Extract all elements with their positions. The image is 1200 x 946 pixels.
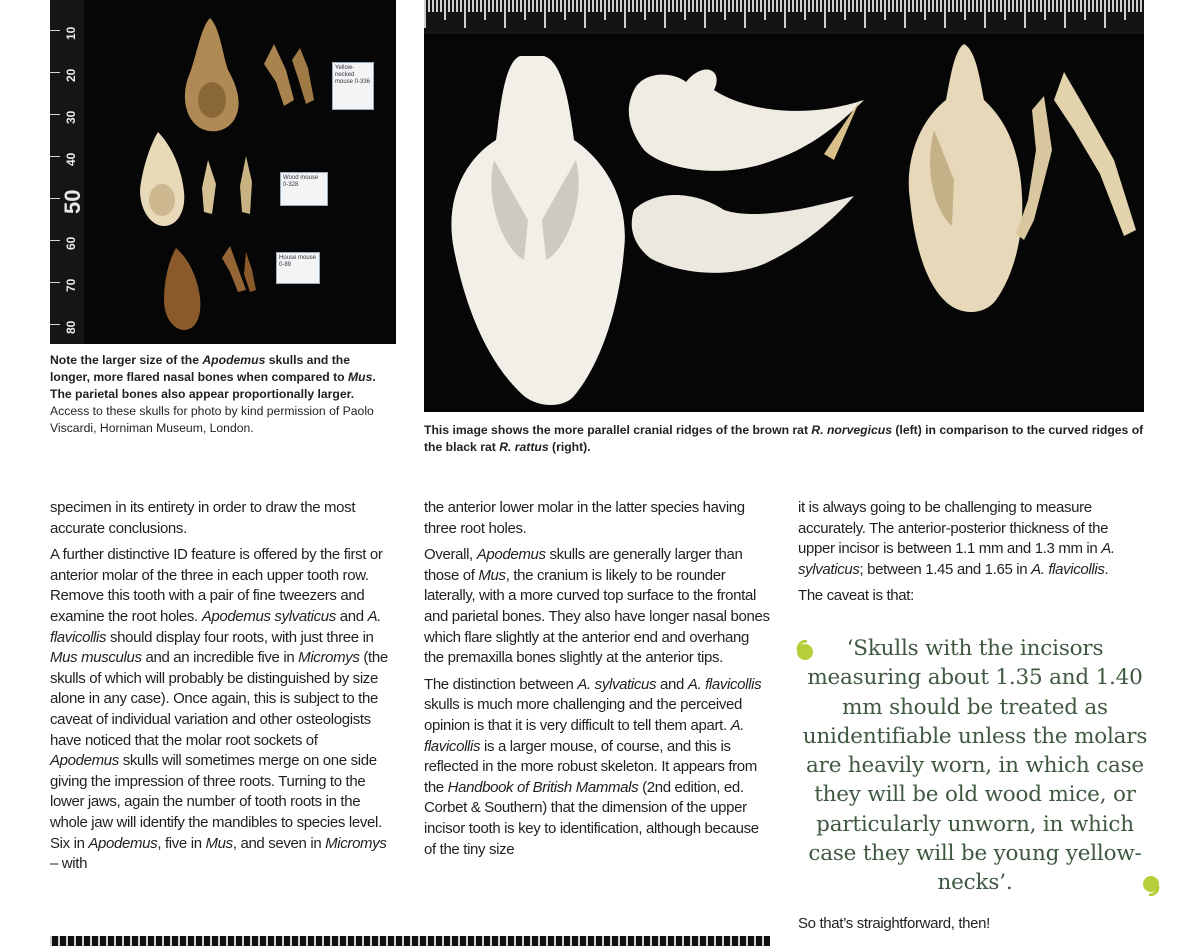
ruler-tick <box>674 936 676 946</box>
paragraph: it is always going to be challenging to measure accurately. The anterior-posterior thickness of the upper incisor is between 1.1 mm and 1.3 mm in A. sylvaticus; between 1.45 and 1.65 in A. flavicollis. <box>798 499 1115 578</box>
bottom-ruler <box>50 936 770 946</box>
ruler-tick <box>66 936 68 946</box>
ruler-tick <box>290 936 292 946</box>
ruler-tick <box>386 936 388 946</box>
ruler-tick <box>258 936 260 946</box>
caption-italic: R. norvegicus <box>811 423 892 437</box>
ruler-tick <box>202 936 204 946</box>
ruler-tick <box>346 936 348 946</box>
ruler-tick <box>610 936 612 946</box>
ruler-tick <box>626 936 628 946</box>
specimen-label-card: Wood mouse 0-328 <box>280 172 328 206</box>
specimen-label-card: House mouse 0-89 <box>276 252 320 284</box>
ruler-tick <box>602 936 604 946</box>
caption-credit: Access to these skulls for photo by kind permission of Paolo Viscardi, Horniman Museum, London. <box>50 404 374 435</box>
ruler-tick <box>266 936 268 946</box>
ruler-tick <box>274 936 276 946</box>
mouse-skulls-photo <box>50 0 396 344</box>
ruler-tick <box>314 936 316 946</box>
ruler-tick <box>546 936 548 946</box>
ruler-tick <box>514 936 516 946</box>
ruler-tick <box>138 936 140 946</box>
ruler-tick <box>154 936 156 946</box>
paragraph: The caveat is that: <box>798 587 914 605</box>
ruler-tick <box>618 936 620 946</box>
paragraph: Overall, Apodemus skulls are generally larger than those of Mus, the cranium is likely to be rounder laterally, with a more curved top surface to the frontal and parietal bones. They also have longer nasal bones which flare slightly at the anterior end and overhang the premaxilla bones slightly at the anterior tips. <box>424 546 770 667</box>
ruler-tick <box>322 936 324 946</box>
ruler-tick <box>658 936 660 946</box>
ruler-tick <box>58 936 60 946</box>
ruler-tick <box>114 936 116 946</box>
ruler-tick <box>650 936 652 946</box>
ruler-tick <box>586 936 588 946</box>
ruler-tick <box>330 936 332 946</box>
ruler-label: 50 <box>60 189 85 214</box>
ruler-tick <box>130 936 132 946</box>
paragraph: specimen in its entirety in order to draw the most accurate conclusions. <box>50 499 356 537</box>
ruler-tick <box>530 936 532 946</box>
ruler-tick <box>578 936 580 946</box>
ruler-tick <box>474 936 476 946</box>
ruler-tick <box>458 936 460 946</box>
ruler-tick <box>554 936 556 946</box>
ruler-tick <box>242 936 244 946</box>
caption-text: This image shows the more parallel cranial ridges of the brown rat <box>424 423 812 437</box>
ruler-tick <box>298 936 300 946</box>
ruler-tick <box>642 936 644 946</box>
caption-italic: Apodemus <box>202 353 266 367</box>
ruler-tick <box>706 936 708 946</box>
mouse-skulls-illustration <box>50 0 396 344</box>
ruler-tick <box>722 936 724 946</box>
paragraph: The distinction between A. sylvaticus and A. flavicollis skulls is much more challenging and the perceived opinion is that it is very difficult to tell them apart. A. flavicollis is a larger mouse, of course, and this is reflected in the more robust skeleton. It appears from the Handbook of British Mammals (2nd edition, ed. Corbet & Southern) that the dimension of the upper incisor tooth is key to identification, although because of the tiny size <box>424 675 762 858</box>
ruler-label: 80 <box>64 320 78 334</box>
ruler-tick <box>378 936 380 946</box>
ruler-tick <box>594 936 596 946</box>
ruler-tick <box>234 936 236 946</box>
ruler-tick <box>410 936 412 946</box>
ruler-tick <box>338 936 340 946</box>
ruler-tick <box>682 936 684 946</box>
ruler-tick <box>490 936 492 946</box>
ruler-tick <box>506 936 508 946</box>
pull-quote: ‘Skulls with the incisors measuring about 1.35 and 1.40 mm should be treated as unidentifiable unless the molars are heavily worn, in which case they will be old wood mice, or particularly unworn, in which case they will be young yellow-necks’. <box>802 636 1148 896</box>
paragraph: the anterior lower molar in the latter species having three root holes. <box>424 499 745 537</box>
caption-italic: R. rattus <box>499 440 549 454</box>
ruler-tick <box>162 936 164 946</box>
caption-text: (left) in comparison to the curved ridges of the black rat <box>424 423 1144 454</box>
caption-text: (right). <box>548 440 591 454</box>
ruler-tick <box>282 936 284 946</box>
ruler-tick <box>482 936 484 946</box>
ruler-tick <box>418 936 420 946</box>
caption-right <box>424 422 1144 456</box>
ruler-tick <box>370 936 372 946</box>
ruler-tick <box>186 936 188 946</box>
ruler-tick <box>754 936 756 946</box>
ruler-tick <box>82 936 84 946</box>
article-column-2 <box>424 498 772 866</box>
article-column-1 <box>50 498 390 881</box>
ruler-tick <box>666 936 668 946</box>
ruler-tick <box>394 936 396 946</box>
ruler-tick <box>538 936 540 946</box>
ruler-tick <box>562 936 564 946</box>
ruler-tick <box>210 936 212 946</box>
caption-left <box>50 352 380 437</box>
ruler-tick <box>698 936 700 946</box>
ruler-tick <box>226 936 228 946</box>
caption-text: skulls and the longer, more flared nasal bones when compared to <box>50 353 351 384</box>
specimen-label-card: Yellow-necked mouse 0-336 <box>332 62 374 110</box>
ruler-tick <box>50 936 52 946</box>
ruler-tick <box>90 936 92 946</box>
close-quote-icon <box>1142 874 1162 896</box>
ruler-tick <box>634 936 636 946</box>
ruler-tick <box>146 936 148 946</box>
ruler-tick <box>306 936 308 946</box>
ruler-tick <box>570 936 572 946</box>
ruler-tick <box>442 936 444 946</box>
ruler-tick <box>250 936 252 946</box>
article-column-3 <box>798 498 1148 613</box>
ruler-tick <box>178 936 180 946</box>
ruler-tick <box>122 936 124 946</box>
ruler-tick <box>434 936 436 946</box>
article-column-3-end <box>798 914 1148 941</box>
paragraph: A further distinctive ID feature is offered by the first or anterior molar of the three in each upper tooth row. Remove this tooth with a pair of fine tweezers and examine the root holes. Apodemus sylvaticus and A. flavicollis should display four roots, with just three in Mus musculus and an incredible five in Micromys (the skulls of which will probably be distinguished by size alone in any case). Once again, this is subject to the caveat of individual variation and other osteologists have noticed that the molar root sockets of Apodemus skulls will sometimes merge on one side giving the impression of three roots. Turning to the lower jaws, again the number of tooth roots in the whole jaw will identify the mandibles to species level. Six in Apodemus, five in Mus, and seven in Micromys – with <box>50 546 388 873</box>
ruler-tick <box>738 936 740 946</box>
ruler-tick <box>170 936 172 946</box>
ruler-tick <box>402 936 404 946</box>
ruler-tick <box>762 936 764 946</box>
ruler-tick <box>194 936 196 946</box>
paragraph: So that’s straightforward, then! <box>798 915 990 932</box>
caption-italic: Mus <box>348 370 373 384</box>
ruler-tick <box>714 936 716 946</box>
ruler-tick <box>746 936 748 946</box>
ruler-tick <box>74 936 76 946</box>
ruler-tick <box>690 936 692 946</box>
ruler-tick <box>466 936 468 946</box>
ruler-label: 70 <box>64 278 78 292</box>
caption-text: . The parietal bones also appear proportionally larger. <box>50 370 376 401</box>
rat-skulls-photo <box>424 0 1144 412</box>
ruler-label: 10 <box>64 26 78 40</box>
ruler-label: 30 <box>64 110 78 124</box>
caption-text: Note the larger size of the <box>50 353 203 367</box>
ruler-label: 60 <box>64 236 78 250</box>
ruler-tick <box>218 936 220 946</box>
ruler-label: 20 <box>64 68 78 82</box>
ruler-tick <box>362 936 364 946</box>
ruler-tick <box>98 936 100 946</box>
ruler-tick <box>106 936 108 946</box>
rat-skulls-illustration <box>424 0 1144 412</box>
ruler-tick <box>354 936 356 946</box>
ruler-tick <box>522 936 524 946</box>
ruler-tick <box>450 936 452 946</box>
ruler-tick <box>426 936 428 946</box>
ruler-tick <box>498 936 500 946</box>
ruler-tick <box>730 936 732 946</box>
ruler-label: 40 <box>64 152 78 166</box>
